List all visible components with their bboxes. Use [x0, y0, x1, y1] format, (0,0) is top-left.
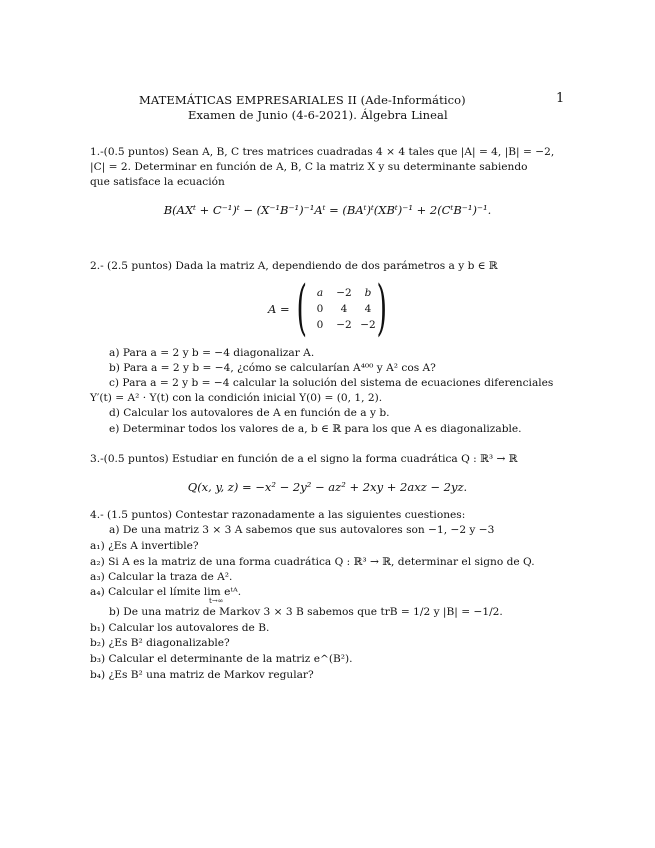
matrix-label: A =: [268, 302, 290, 316]
q4-item-a4: a₄) Calcular el límite lim eᵗᴬ.: [90, 586, 242, 598]
matrix-cell: −2: [360, 319, 376, 331]
matrix-row: [308, 285, 384, 301]
q2-item-c-line-2: Y′(t) = A² · Y(t) con la condición inicial Y(0) = (0, 1, 2).: [90, 392, 383, 404]
q4-item-b4: b₄) ¿Es B² una matriz de Markov regular?: [90, 669, 314, 681]
q4-item-a3: a₃) Calcular la traza de A².: [90, 571, 233, 583]
exam-title: MATEMÁTICAS EMPRESARIALES II (Ade-Informático): [139, 93, 466, 107]
q1-line-1: 1.-(0.5 puntos) Sean A, B, C tres matrices cuadradas 4 × 4 tales que |A| = 4, |B| = −2,: [90, 146, 555, 158]
matrix-row: [308, 317, 384, 333]
matrix-grid: [308, 285, 384, 333]
matrix-cell: 4: [340, 303, 348, 315]
q2-item-d: d) Calcular los autovalores de A en función de a y b.: [109, 407, 390, 419]
q1-line-3: que satisface la ecuación: [90, 176, 225, 188]
q2-item-e: e) Determinar todos los valores de a, b ∈ ℝ para los que A es diagonalizable.: [109, 423, 522, 435]
q2-item-c-line-1: c) Para a = 2 y b = −4 calcular la solución del sistema de ecuaciones diferenciales: [109, 377, 554, 389]
q1-equation: B(AXᵗ + C⁻¹)ᵗ − (X⁻¹B⁻¹)⁻¹Aᵗ = (BAᵗ)ᵗ(XBᵗ)⁻¹ + 2(CᵗB⁻¹)⁻¹.: [163, 203, 492, 217]
matrix-cell: b: [364, 287, 372, 299]
q3-line-1: 3.-(0.5 puntos) Estudiar en función de a el signo la forma cuadrática Q : ℝ³ → ℝ: [90, 453, 518, 465]
q4-item-b2: b₂) ¿Es B² diagonalizable?: [90, 637, 230, 649]
matrix-cell: 4: [364, 303, 372, 315]
page-number: 1: [556, 91, 565, 106]
matrix-cell: −2: [336, 287, 352, 299]
matrix-cell: 0: [316, 319, 324, 331]
matrix-row: [308, 301, 384, 317]
q4-line-1: 4.- (1.5 puntos) Contestar razonadamente a las siguientes cuestiones:: [90, 509, 466, 521]
q4-item-b: b) De una matriz de Markov 3 × 3 B sabemos que trB = 1/2 y |B| = −1/2.: [109, 606, 503, 618]
q1-line-2: |C| = 2. Determinar en función de A, B, C la matriz X y su determinante sabiendo: [90, 161, 528, 173]
limit-subscript: t→∞: [209, 597, 224, 605]
q4-item-b3: b₃) Calcular el determinante de la matriz e^(B²).: [90, 653, 353, 665]
q4-item-a: a) De una matriz 3 × 3 A sabemos que sus autovalores son −1, −2 y −3: [109, 524, 495, 536]
exam-subtitle: Examen de Junio (4-6-2021). Álgebra Lineal: [188, 108, 448, 122]
matrix-cell: 0: [316, 303, 324, 315]
q4-item-b1: b₁) Calcular los autovalores de B.: [90, 622, 270, 634]
q3-equation: Q(x, y, z) = −x² − 2y² − az² + 2xy + 2axz − 2yz.: [187, 480, 468, 494]
q4-item-a1: a₁) ¿Es A invertible?: [90, 540, 199, 552]
q2-item-b: b) Para a = 2 y b = −4, ¿cómo se calcularían A⁴⁰⁰ y A² cos A?: [109, 362, 436, 374]
q2-line-1: 2.- (2.5 puntos) Dada la matriz A, dependiendo de dos parámetros a y b ∈ ℝ: [90, 260, 498, 272]
q2-item-a: a) Para a = 2 y b = −4 diagonalizar A.: [109, 347, 315, 359]
left-paren: (: [296, 273, 307, 343]
matrix-cell: a: [316, 287, 324, 299]
matrix-cell: −2: [336, 319, 352, 331]
q4-item-a2: a₂) Si A es la matriz de una forma cuadrática Q : ℝ³ → ℝ, determinar el signo de Q.: [90, 556, 535, 568]
right-paren: ): [376, 273, 387, 343]
